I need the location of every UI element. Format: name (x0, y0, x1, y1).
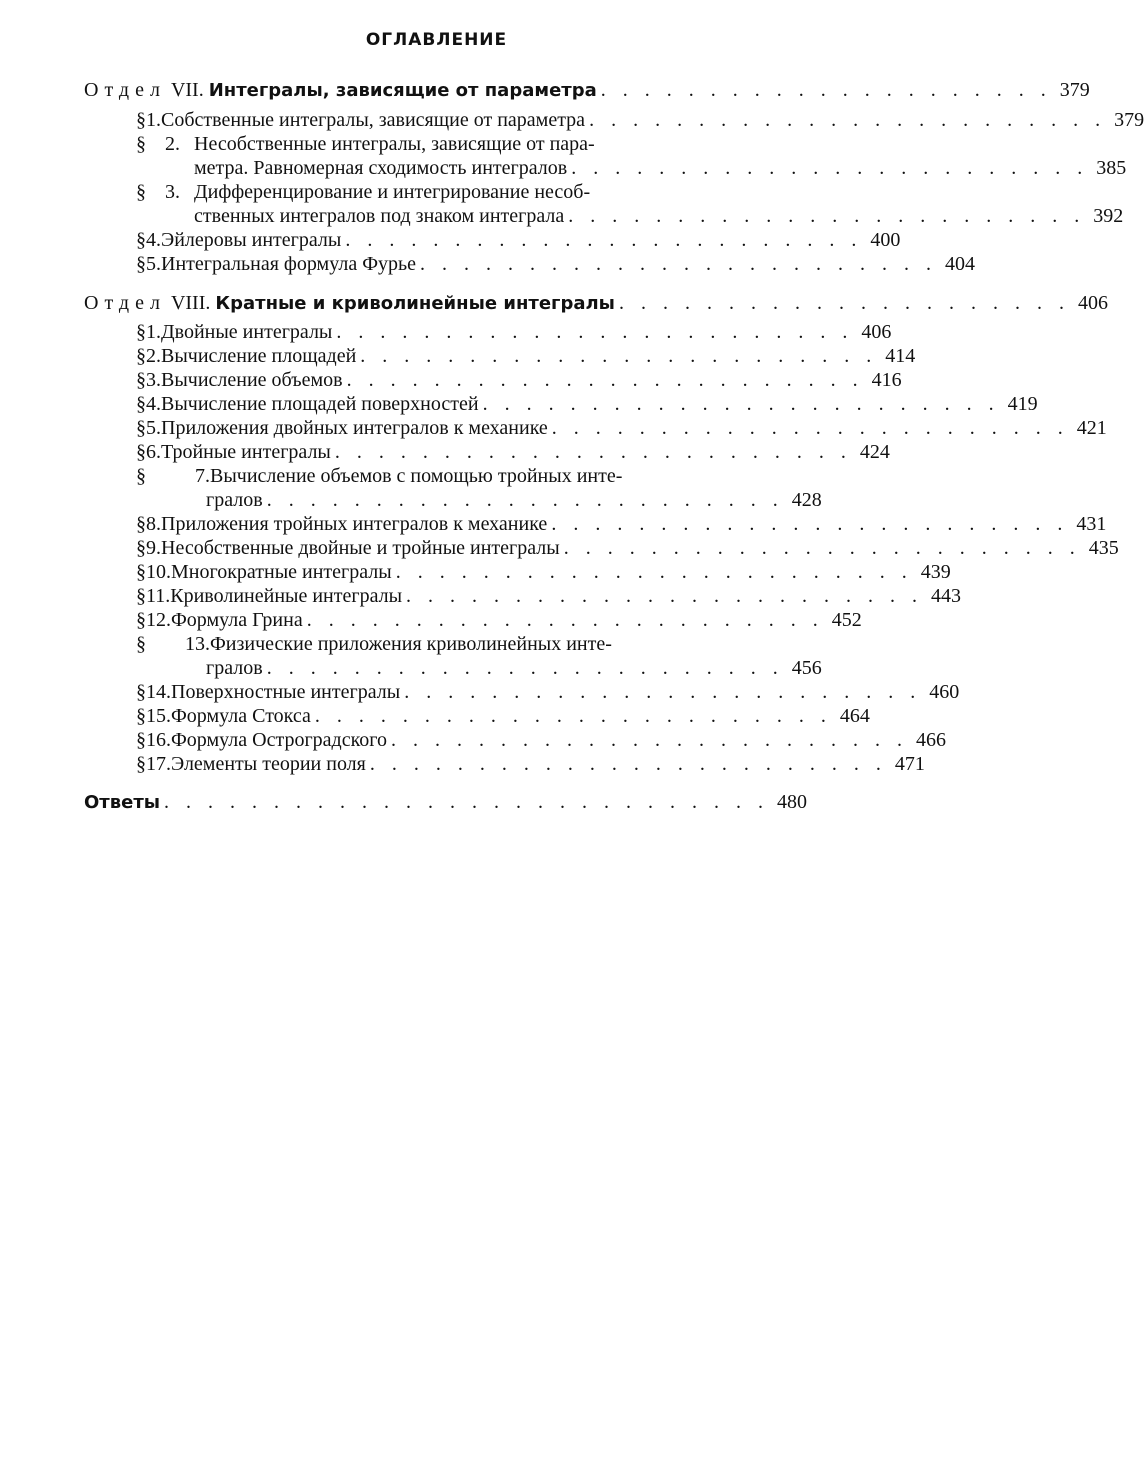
entry-title: Несобственные двойные и тройные интегралы (161, 537, 560, 559)
dot-leader: . . . . . . . . . . . . . . . . . . . . . . . . (306, 609, 824, 631)
section-heading-label (84, 78, 597, 103)
entry-number: 1. (146, 109, 161, 131)
section-symbol: § (136, 633, 146, 655)
dot-leader: . . . . . . . . . . . . . . . . . . . . . . . . (395, 561, 913, 583)
toc-entry-line (206, 656, 822, 680)
section-symbol: § (136, 109, 146, 131)
toc-entry-line (136, 680, 960, 704)
toc-entry-line (136, 320, 892, 344)
page-number: 406 (1077, 292, 1108, 314)
entry-title: Физические приложения криволинейных инте- (210, 633, 612, 655)
dot-leader: . . . . . . . . . . . . . . . . . . . . . . . . (346, 369, 864, 391)
section-symbol: § (136, 729, 146, 751)
section-title: Кратные и криволинейные интегралы (215, 293, 615, 314)
page-number: 431 (1076, 513, 1107, 535)
toc-entry-line (136, 368, 902, 392)
section-heading-label (84, 291, 615, 316)
entry-number: 4. (146, 229, 161, 251)
page-title: ОГЛАВЛЕНИЕ (365, 30, 508, 50)
toc-entry-line (194, 204, 1124, 228)
entry-number: 8. (146, 513, 161, 535)
section-symbol: § (136, 609, 146, 631)
entry-number: 16. (146, 729, 171, 751)
section-prefix: Отдел (84, 79, 166, 101)
entry-number: 5. (146, 253, 161, 275)
entry-number: 9. (146, 537, 161, 559)
page-number: 414 (885, 345, 916, 367)
entry-title: гралов (206, 657, 263, 679)
page-number: 464 (839, 705, 870, 727)
entry-title: Собственные интегралы, зависящие от параметра (161, 109, 586, 131)
section-symbol: § (136, 537, 146, 559)
page-number: 466 (915, 729, 946, 751)
entry-title: Формула Стокса (171, 705, 311, 727)
entry-title: Несобственные интегралы, зависящие от пара- (194, 133, 595, 155)
entry-title: Вычисление площадей (161, 345, 357, 367)
dot-leader: . . . . . . . . . . . . . . . . . . . . . . . . (589, 109, 1107, 131)
section-symbol: § (136, 181, 146, 203)
dot-leader: . . . . . . . . . . . . . . . . . . . . . . . . (406, 585, 924, 607)
entry-number: 14. (146, 681, 171, 703)
toc-entry-line (136, 752, 925, 776)
entry-title: Интегральная формула Фурье (161, 253, 416, 275)
entry-title: Элементы теории поля (171, 753, 366, 775)
page-number: 460 (929, 681, 960, 703)
section-symbol: § (136, 705, 146, 727)
toc-entry-line (136, 344, 916, 368)
dot-leader: . . . . . . . . . . . . . . . . . . . . . . . . (360, 345, 878, 367)
page-number: 416 (871, 369, 902, 391)
entry-number: 6. (146, 441, 161, 463)
dot-leader: . . . . . . . . . . . . . . . . . . . . . . . . (568, 205, 1086, 227)
section-symbol: § (136, 321, 146, 343)
section-symbol: § (136, 229, 146, 251)
dot-leader: . . . . . . . . . . . . . . . . . . . . . . . . (551, 513, 1069, 535)
page-number: 419 (1007, 393, 1038, 415)
entry-number: 3. (165, 181, 180, 203)
toc-entry-line (136, 536, 1119, 560)
toc-entry-line (194, 156, 1127, 180)
dot-leader: . . . . . . . . . . . . . . . . . . . . . . . . (551, 417, 1069, 439)
entry-title: Вычисление площадей поверхностей (161, 393, 479, 415)
entry-number: 4. (146, 393, 161, 415)
dot-leader: . . . . . . . . . . . . . . . . . . . . . . . . (345, 229, 863, 251)
page-number: 400 (870, 229, 901, 251)
entry-title: Приложения тройных интегралов к механике (161, 513, 548, 535)
toc-entry-line (136, 704, 870, 728)
section-symbol: § (136, 369, 146, 391)
section-heading (84, 78, 1090, 102)
entry-number: 12. (146, 609, 171, 631)
page-number: 406 (861, 321, 892, 343)
entry-title: метра. Равномерная сходимость интегралов (194, 157, 568, 179)
toc-entry-line (136, 608, 862, 632)
page-number: 424 (859, 441, 890, 463)
section-symbol: § (136, 345, 146, 367)
section-symbol: § (136, 561, 146, 583)
page-number: 379 (1059, 79, 1090, 101)
dot-leader: . . . . . . . . . . . . . . . . . . . . . (600, 79, 1052, 101)
dot-leader: . . . . . . . . . . . . . . . . . . . . . . . . (563, 537, 1081, 559)
page-number: 428 (791, 489, 822, 511)
page-number: 480 (777, 791, 808, 813)
page-number: 421 (1076, 417, 1107, 439)
toc-entry-line (206, 488, 822, 512)
entry-title: Многократные интегралы (171, 561, 392, 583)
dot-leader: . . . . . . . . . . . . . . . . . . . . . . . . (314, 705, 832, 727)
entry-title: Поверхностные интегралы (171, 681, 401, 703)
toc-entry-line (136, 416, 1107, 440)
section-roman: VII. (170, 79, 209, 101)
toc-entry-line (136, 512, 1107, 536)
entry-title: Эйлеровы интегралы (161, 229, 342, 251)
section-symbol: § (136, 133, 146, 155)
entry-number: 5. (146, 417, 161, 439)
dot-leader: . . . . . . . . . . . . . . . . . . . . . . . . (482, 393, 1000, 415)
toc-entry-line (136, 180, 786, 204)
answers-entry (84, 790, 808, 814)
entry-title: Дифференцирование и интегрирование несоб- (194, 181, 591, 203)
toc-entry-line (136, 464, 786, 488)
section-symbol: § (136, 513, 146, 535)
page-number: 385 (1096, 157, 1127, 179)
entry-title: Приложения двойных интегралов к механике (161, 417, 548, 439)
section-symbol: § (136, 681, 146, 703)
section-prefix: Отдел (84, 292, 166, 314)
entry-title: Вычисление объемов (161, 369, 343, 391)
dot-leader: . . . . . . . . . . . . . . . . . . . . . . . . (334, 441, 852, 463)
entry-number: 17. (146, 753, 171, 775)
toc-entry-line (136, 632, 786, 656)
section-symbol: § (136, 441, 146, 463)
page-number: 379 (1114, 109, 1144, 131)
dot-leader: . . . . . . . . . . . . . . . . . . . . . . . . (266, 657, 784, 679)
entry-number: 2. (165, 133, 180, 155)
toc-entry-line (136, 132, 786, 156)
answers-label: Ответы (84, 792, 161, 813)
section-title: Интегралы, зависящие от параметра (208, 80, 597, 101)
dot-leader: . . . . . . . . . . . . . . . . . . . . . . . . (336, 321, 854, 343)
page-number: 452 (831, 609, 862, 631)
toc-entry-line (136, 252, 975, 276)
entry-number: 2. (146, 345, 161, 367)
entry-title: гралов (206, 489, 263, 511)
dot-leader: . . . . . . . . . . . . . . . . . . . . . . . . (420, 253, 937, 275)
entry-title: ственных интегралов под знаком интеграла (194, 205, 565, 227)
entry-number: 1. (146, 321, 161, 343)
entry-number: 15. (146, 705, 171, 727)
section-symbol: § (136, 585, 146, 607)
page-number: 439 (920, 561, 951, 583)
dot-leader: . . . . . . . . . . . . . . . . . . . . . (618, 292, 1070, 314)
toc-entry-line (136, 108, 1144, 132)
dot-leader: . . . . . . . . . . . . . . . . . . . . . . . . (404, 681, 922, 703)
entry-title: Вычисление объемов с помощью тройных инте- (210, 465, 623, 487)
toc-entry-line (136, 440, 890, 464)
dot-leader: . . . . . . . . . . . . . . . . . . . . . . . . (266, 489, 784, 511)
entry-title: Двойные интегралы (161, 321, 333, 343)
toc-entry-line (136, 728, 946, 752)
dot-leader: . . . . . . . . . . . . . . . . . . . . . . . . . . . . (164, 791, 770, 813)
page-number: 471 (894, 753, 925, 775)
section-symbol: § (136, 417, 146, 439)
page-number: 435 (1088, 537, 1119, 559)
page-number: 456 (791, 657, 822, 679)
toc-entry-line (136, 392, 1038, 416)
page-number: 392 (1093, 205, 1124, 227)
section-roman: VIII. (170, 292, 216, 314)
entry-number: 11. (146, 585, 171, 607)
section-symbol: § (136, 465, 146, 487)
toc-entry-line (136, 228, 901, 252)
entry-title: Формула Остроградского (171, 729, 387, 751)
entry-number: 7. (195, 465, 210, 487)
section-symbol: § (136, 753, 146, 775)
entry-number: 13. (185, 633, 210, 655)
section-heading (84, 291, 1108, 315)
entry-title: Криволинейные интегралы (170, 585, 403, 607)
entry-number: 10. (146, 561, 171, 583)
toc-entry-line (136, 560, 951, 584)
section-symbol: § (136, 393, 146, 415)
page-number: 443 (931, 585, 962, 607)
dot-leader: . . . . . . . . . . . . . . . . . . . . . . . . (369, 753, 887, 775)
section-symbol: § (136, 253, 146, 275)
entry-title: Тройные интегралы (161, 441, 331, 463)
toc-entry-line (136, 584, 962, 608)
dot-leader: . . . . . . . . . . . . . . . . . . . . . . . . (571, 157, 1089, 179)
dot-leader: . . . . . . . . . . . . . . . . . . . . . . . . (390, 729, 908, 751)
entry-title: Формула Грина (171, 609, 303, 631)
entry-number: 3. (146, 369, 161, 391)
page-number: 404 (945, 253, 975, 275)
